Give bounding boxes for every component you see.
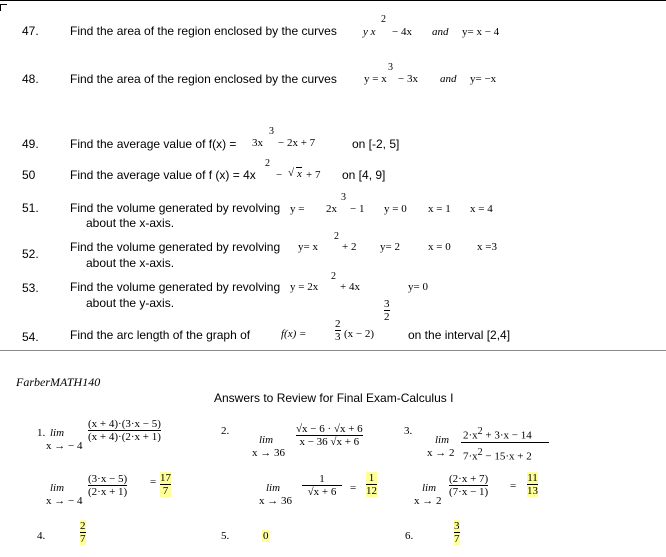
result-value: 0	[263, 530, 269, 542]
exponent: 2	[331, 271, 336, 282]
equation-1: y= x	[298, 241, 318, 253]
equals-sign: =	[510, 480, 517, 492]
problem-text: Find the arc length of the graph of	[70, 328, 251, 342]
answer-label: 6.	[405, 530, 414, 542]
function-label: f(x) =	[281, 328, 307, 340]
limit-fraction	[88, 418, 161, 443]
numerator: 1	[319, 473, 325, 485]
interval: on [-2, 5]	[352, 137, 400, 151]
problem-number: 48.	[22, 72, 39, 86]
problem-text: Find the area of the region enclosed by the curves	[70, 72, 337, 86]
problem-number: 47.	[22, 24, 39, 38]
interval: on [4, 9]	[342, 168, 386, 182]
and-word: and	[440, 73, 457, 85]
denominator: (x + 4)·(2·x + 1)	[88, 431, 161, 443]
problem-number: 54.	[22, 330, 39, 344]
problem-text: Find the area of the region enclosed by the curves	[70, 24, 337, 38]
numerator: √x − 6 · √x + 6	[296, 423, 363, 435]
answer-label: 5.	[221, 530, 230, 542]
result-fraction	[160, 472, 171, 497]
exponent-denominator: 2	[384, 311, 390, 323]
exponent: 3	[341, 192, 346, 203]
radicand: x	[297, 168, 302, 180]
course-label: FarberMATH140	[16, 375, 101, 389]
problem-number: 51.	[22, 201, 39, 215]
answer-label: 4.	[37, 530, 46, 542]
result-numerator: 3	[454, 520, 460, 532]
limit-subscript: x → 36	[259, 495, 292, 507]
limit-subscript: x → − 4	[46, 495, 83, 507]
limit-word: lim	[50, 427, 65, 439]
result-denominator: 7	[454, 533, 460, 545]
denominator: √x + 6	[307, 486, 337, 498]
base-expression: (x − 2)	[344, 328, 375, 340]
sqrt-sign: √	[288, 167, 295, 179]
exponent: 3	[269, 126, 274, 137]
equation-1: y x	[363, 26, 376, 38]
result-numerator: 17	[160, 472, 171, 484]
coefficient-denominator: 3	[335, 331, 341, 343]
condition-1: y= 0	[408, 281, 428, 293]
limit-word: lim	[266, 482, 281, 494]
result-numerator: 11	[527, 472, 538, 484]
exponent: 2	[381, 14, 386, 25]
problem-text: Find the volume generated by revolving	[70, 201, 281, 215]
result-denominator: 13	[527, 485, 538, 497]
limit-subscript: x → 2	[414, 495, 442, 507]
limit-word: lim	[50, 482, 65, 494]
limit-word: lim	[435, 434, 450, 446]
numerator: $2\cdot x^2 + 3\cdot x - 14$	[463, 426, 532, 442]
answer-label: 2.	[221, 425, 230, 437]
condition-1: y = 0	[384, 203, 407, 215]
numerator: (x + 4)·(3·x − 5)	[88, 418, 161, 430]
denominator: (7·x − 1)	[449, 486, 489, 498]
result-denominator: 7	[80, 533, 86, 545]
simplified-fraction	[88, 473, 127, 498]
result-fraction	[366, 472, 377, 497]
equation-1-rest: + 4x	[340, 281, 360, 293]
y-equals: y =	[290, 203, 305, 215]
equation-rest: + 7	[306, 169, 321, 181]
result-denominator: 7	[162, 485, 169, 497]
equation-1-rest: − 4x	[392, 26, 412, 38]
equation-1: y = x	[364, 73, 387, 85]
numerator: (3·x − 5)	[88, 473, 128, 485]
answer-label: 1.	[37, 427, 46, 439]
equation-1-rest: − 1	[350, 203, 365, 215]
fraction-bar	[461, 442, 549, 443]
problem-number: 52.	[22, 247, 39, 261]
minus: −	[276, 169, 283, 181]
exponent-fraction	[384, 298, 390, 323]
denominator: (2·x + 1)	[88, 486, 128, 498]
axis-text: about the x-axis.	[86, 256, 175, 270]
exponent: 3	[388, 62, 393, 73]
numerator: (2·x + 7)	[449, 473, 489, 485]
equation-1-rest: − 3x	[398, 73, 418, 85]
limit-subscript: x → − 4	[46, 440, 83, 452]
axis-text: about the y-axis.	[86, 296, 175, 310]
problem-text: Find the average value of f(x) =	[70, 137, 237, 151]
problem-number: 49.	[22, 137, 39, 151]
problem-text: Find the volume generated by revolving	[70, 280, 281, 294]
denominator: $7\cdot x^2 - 15\cdot x + 2$	[463, 447, 532, 463]
problem-number: 53.	[22, 281, 39, 295]
simplified-fraction	[302, 473, 342, 498]
answers-title: Answers to Review for Final Exam-Calculus I	[214, 391, 454, 405]
corner-mark	[0, 4, 7, 11]
result-fraction	[454, 520, 460, 545]
equation-1: 3x	[252, 137, 263, 149]
limit-word: lim	[259, 434, 274, 446]
exponent: 2	[334, 231, 339, 242]
equation-1-rest: − 2x + 7	[278, 137, 316, 149]
and-word: and	[432, 26, 449, 38]
condition-1: y= 2	[380, 241, 400, 253]
limit-subscript: x → 2	[427, 447, 455, 459]
condition-2: x = 1	[428, 203, 451, 215]
limit-subscript: x → 36	[252, 447, 285, 459]
equation-1-rest: + 2	[342, 241, 357, 253]
answer-label: 3.	[404, 425, 413, 437]
condition-2: x = 0	[428, 241, 451, 253]
interval: on the interval [2,4]	[408, 328, 511, 342]
result-fraction	[527, 472, 538, 497]
problem-number: 50	[22, 168, 36, 182]
condition-3: x =3	[477, 241, 497, 253]
problem-text: Find the volume generated by revolving	[70, 240, 281, 254]
problem-text: Find the average value of f (x) = 4x	[70, 168, 256, 182]
result-fraction	[80, 520, 86, 545]
axis-text: about the x-axis.	[86, 216, 175, 230]
condition-3: x = 4	[470, 203, 493, 215]
result-numerator: 2	[80, 520, 86, 532]
section-divider	[0, 350, 666, 351]
equals-sign: =	[350, 482, 357, 494]
result-denominator: 12	[366, 485, 377, 497]
limit-word: lim	[422, 482, 437, 494]
coefficient-fraction	[335, 318, 341, 343]
limit-fraction	[296, 423, 363, 448]
simplified-fraction	[449, 473, 488, 498]
coefficient-numerator: 2	[335, 318, 341, 330]
result-numerator: 1	[368, 472, 375, 484]
denominator: x − 36 √x + 6	[299, 436, 360, 448]
equation-1: y = 2x	[290, 281, 319, 293]
top-border	[0, 0, 666, 1]
exponent-numerator: 3	[384, 298, 390, 310]
equals-sign: =	[150, 476, 157, 488]
exponent: 2	[265, 158, 270, 169]
equation-1: 2x	[326, 203, 337, 215]
equation-2: y= −x	[470, 73, 497, 85]
equation-2: y= x − 4	[462, 26, 500, 38]
